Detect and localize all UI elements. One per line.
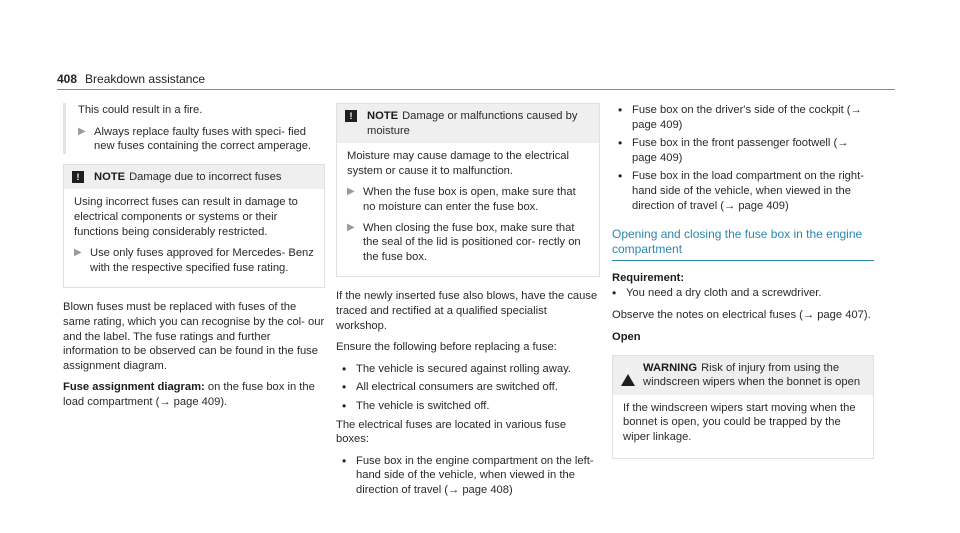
ensure-paragraph: Ensure the following before replacing a fuse: <box>336 341 557 354</box>
step-arrow-icon: ▶ <box>74 247 82 259</box>
fuse-assignment-paragraph <box>63 380 325 409</box>
note-box <box>63 164 325 289</box>
step-text: Always replace faulty fuses with speci- fied new fuses containing the correct amperage. <box>94 125 312 153</box>
note-step <box>347 185 591 214</box>
note-header <box>337 104 599 143</box>
list-item: • Fuse box on the driver's side of the cockpit (→ page 409) <box>618 103 862 131</box>
note-label: NOTE <box>94 170 126 183</box>
instruction-step <box>78 125 325 154</box>
list-item: • Fuse box in the load compartment on the right-hand side of the vehicle, when viewed in the direction of travel (→ page 409) <box>618 169 864 212</box>
list-item: • The vehicle is secured against rolling away. <box>342 361 571 376</box>
warning-icon: ! <box>621 362 635 386</box>
list-item: • All electrical consumers are switched off. <box>342 380 558 395</box>
note-text: Moisture may cause damage to the electrical system or cause it to malfunction. <box>347 150 569 177</box>
page-number: 408 <box>57 72 78 86</box>
page-header <box>57 72 205 86</box>
warning-label: WARNING <box>643 361 698 374</box>
note-body <box>337 143 599 276</box>
column-1 <box>63 103 325 417</box>
open-heading: Open <box>612 330 641 343</box>
blown-fuses-paragraph: Blown fuses must be replaced with fuses of the same rating, which you can recognise by the col- our and the label. The fuse ratings and further information to be observed can be found in the fuse assignment diagram. <box>63 301 325 372</box>
warning-header <box>613 356 873 395</box>
warning-box <box>612 355 874 459</box>
list-item: • Fuse box in the front passenger footwell (→ page 409) <box>618 136 849 164</box>
warning-title: Risk of injury from using the windscreen wipers when the bonnet is open <box>643 361 861 389</box>
note-box <box>336 103 600 277</box>
intro-text: This could result in a fire. <box>78 104 203 116</box>
section-title: Breakdown assistance <box>85 72 206 86</box>
step-arrow-icon: ▶ <box>78 125 86 137</box>
note-body <box>64 189 324 287</box>
fuse-boxes-paragraph: The electrical fuses are located in various fuse boxes: <box>336 418 567 446</box>
list-item: • The vehicle is switched off. <box>342 398 490 413</box>
exclamation-icon: ! <box>345 110 357 122</box>
exclamation-icon: ! <box>72 171 84 183</box>
note-title: Damage or malfunctions caused by moisture <box>367 110 578 137</box>
note-step <box>347 221 591 265</box>
observe-paragraph: Observe the notes on electrical fuses (→ page 407). <box>612 309 871 322</box>
workshop-paragraph: If the newly inserted fuse also blows, have the cause traced and rectified at a qualified specialist workshop. <box>336 290 598 332</box>
note-text: Using incorrect fuses can result in damage to electrical components or systems or their functions being considerably restricted. <box>74 196 298 238</box>
note-step <box>74 246 316 275</box>
note-step-text: When closing the fuse box, make sure that the seal of the lid is positioned cor- rectly on the fuse box. <box>363 221 581 263</box>
step-arrow-icon: ▶ <box>347 221 355 233</box>
header-divider <box>57 89 895 90</box>
warning-body <box>613 395 873 458</box>
fuse-assignment-label: Fuse assignment diagram: <box>63 381 205 394</box>
note-label: NOTE <box>367 110 399 122</box>
section-subheading: Opening and closing the fuse box in the engine compartment <box>612 227 874 261</box>
step-arrow-icon: ▶ <box>347 186 355 198</box>
instruction-block <box>63 103 325 154</box>
requirement-label: Requirement: <box>612 272 685 285</box>
column-3 <box>612 103 874 471</box>
fuse-assignment-text: on the fuse box in the load compartment (→ page 409). <box>63 381 315 408</box>
list-item: • Fuse box in the engine compartment on the left-hand side of the vehicle, when viewed in the direction of travel (→ page 408) <box>342 453 594 496</box>
note-title: Damage due to incorrect fuses <box>129 170 282 183</box>
column-2 <box>336 103 600 501</box>
note-step-text: When the fuse box is open, make sure that no moisture can enter the fuse box. <box>363 186 576 213</box>
requirement-item: • You need a dry cloth and a screwdriver. <box>612 285 822 300</box>
note-header <box>64 165 324 190</box>
note-step-text: Use only fuses approved for Mercedes- Benz with the respective specified fuse rating. <box>90 247 314 274</box>
warning-text: If the windscreen wipers start moving when the bonnet is open, you could be trapped by the wiper linkage. <box>623 401 856 443</box>
